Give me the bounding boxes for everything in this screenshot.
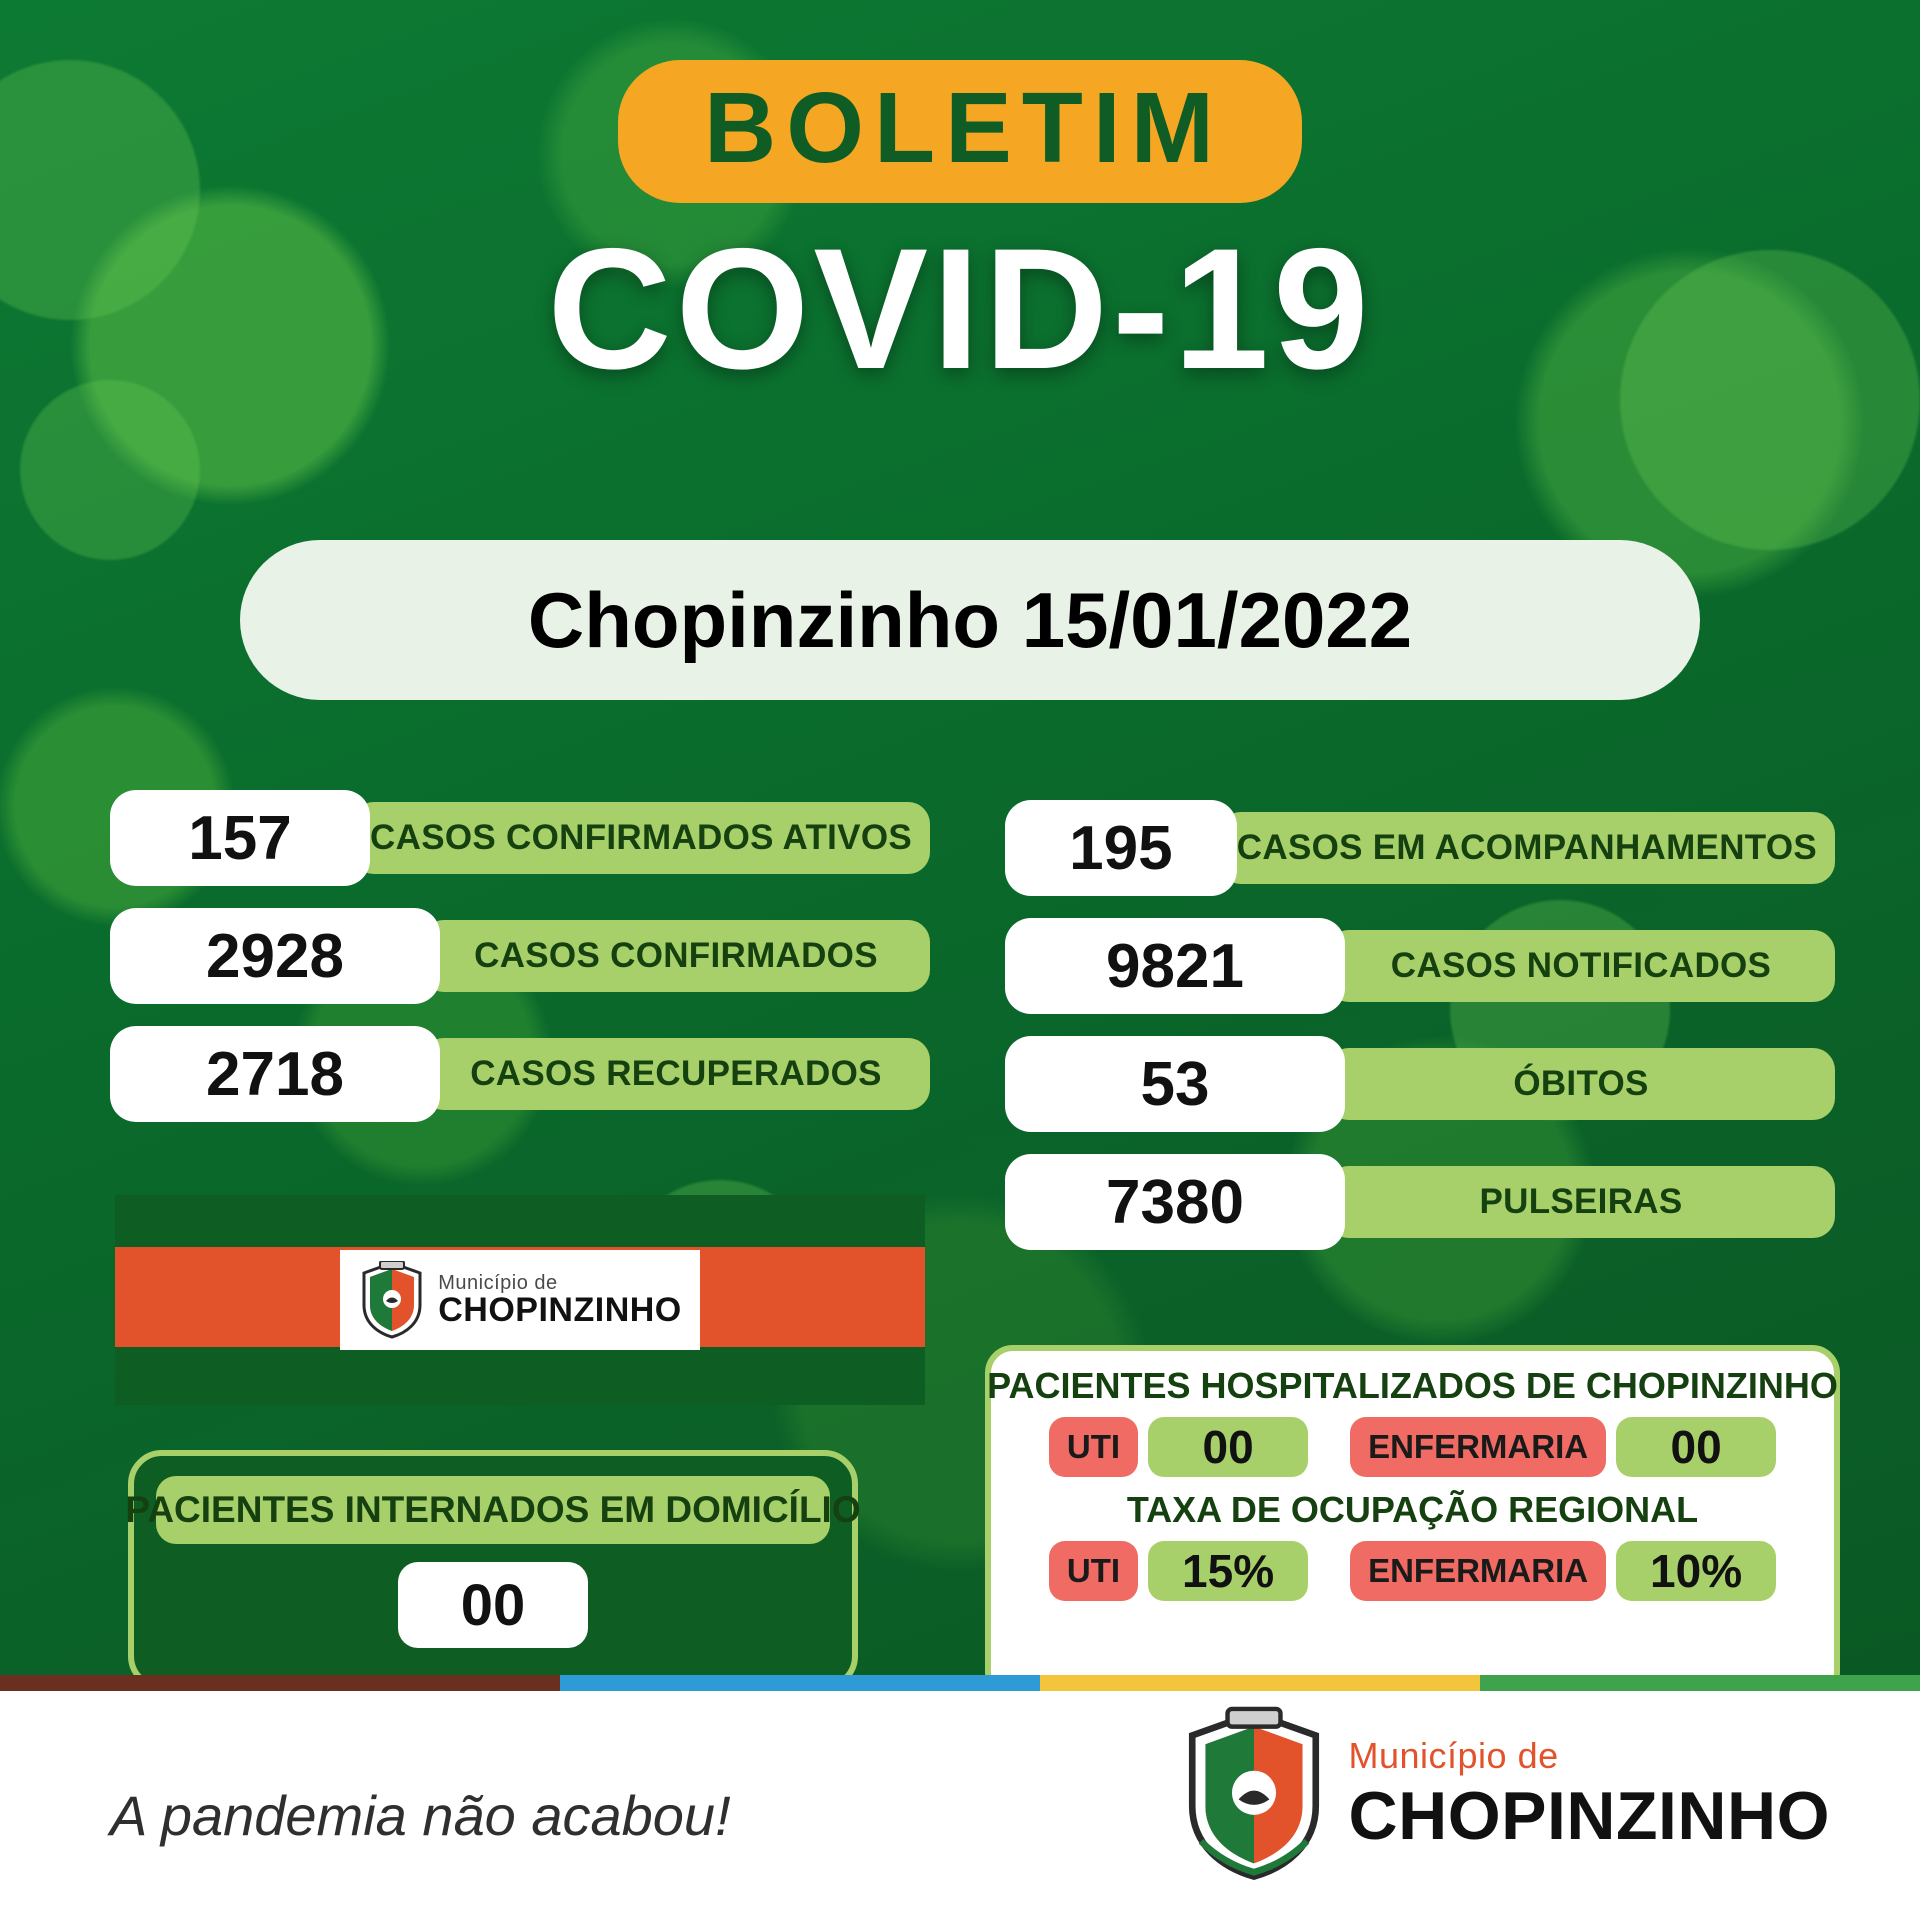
home-patients-card bbox=[125, 1450, 861, 1690]
stat-value: 53 bbox=[1005, 1036, 1345, 1132]
stat-label: CASOS CONFIRMADOS ATIVOS bbox=[352, 802, 930, 874]
footer-brand-big: CHOPINZINHO bbox=[1348, 1778, 1830, 1854]
stat-value: 7380 bbox=[1005, 1154, 1345, 1250]
stat-row bbox=[110, 1026, 930, 1122]
footer-brand-text bbox=[1349, 1735, 1831, 1855]
enfermaria-label: ENFERMARIA bbox=[1350, 1417, 1606, 1477]
coat-of-arms-icon bbox=[1179, 1705, 1329, 1885]
brand-text bbox=[438, 1273, 682, 1327]
stat-label: CASOS CONFIRMADOS bbox=[422, 920, 930, 992]
stat-row bbox=[1005, 1036, 1835, 1132]
city-date-banner: Chopinzinho 15/01/2022 bbox=[240, 540, 1700, 700]
occupancy-enfermaria-label: ENFERMARIA bbox=[1350, 1541, 1606, 1601]
stats-column-right bbox=[1005, 800, 1835, 1250]
bulletin-badge-wrap bbox=[0, 60, 1920, 203]
stripe-brown bbox=[0, 1675, 560, 1691]
hospital-title: PACIENTES HOSPITALIZADOS DE CHOPINZINHO bbox=[987, 1365, 1838, 1406]
stripe-green bbox=[1480, 1675, 1920, 1691]
stripe-yellow bbox=[1040, 1675, 1480, 1691]
uti-value: 00 bbox=[1148, 1417, 1308, 1477]
stat-value: 195 bbox=[1005, 800, 1237, 896]
stat-label: CASOS NOTIFICADOS bbox=[1327, 930, 1835, 1002]
footer-brand-small: Município de bbox=[1348, 1735, 1559, 1776]
occupancy-uti-value: 15% bbox=[1148, 1541, 1308, 1601]
stat-row bbox=[110, 790, 930, 886]
stat-label: CASOS EM ACOMPANHAMENTOS bbox=[1219, 812, 1835, 884]
stat-value: 157 bbox=[110, 790, 370, 886]
footer-brand bbox=[1179, 1705, 1831, 1885]
brand-small-label: Município de bbox=[438, 1272, 558, 1294]
home-patients-label: PACIENTES INTERNADOS EM DOMICÍLIO bbox=[156, 1476, 830, 1544]
occupancy-title: TAXA DE OCUPAÇÃO REGIONAL bbox=[1126, 1489, 1699, 1530]
uti-label: UTI bbox=[1049, 1417, 1138, 1477]
brand-strip bbox=[115, 1195, 925, 1405]
hospital-beds-row bbox=[1049, 1417, 1776, 1477]
footer-slogan: A pandemia não acabou! bbox=[110, 1784, 731, 1847]
home-patients-value: 00 bbox=[398, 1562, 588, 1648]
bulletin-badge: BOLETIM bbox=[618, 60, 1302, 203]
stat-label: ÓBITOS bbox=[1327, 1048, 1835, 1120]
footer bbox=[0, 1675, 1920, 1920]
stat-value: 2928 bbox=[110, 908, 440, 1004]
brand-logo-box bbox=[340, 1250, 700, 1350]
footer-color-stripes bbox=[0, 1675, 1920, 1691]
stats-column-left bbox=[110, 790, 930, 1122]
stat-row bbox=[1005, 1154, 1835, 1250]
stat-label: CASOS RECUPERADOS bbox=[422, 1038, 930, 1110]
stat-row bbox=[1005, 918, 1835, 1014]
stat-row bbox=[110, 908, 930, 1004]
stat-row bbox=[1005, 800, 1835, 896]
stripe-blue bbox=[560, 1675, 1040, 1691]
occupancy-row bbox=[1049, 1541, 1776, 1601]
stat-value: 9821 bbox=[1005, 918, 1345, 1014]
coat-of-arms-icon bbox=[358, 1261, 426, 1339]
enfermaria-value: 00 bbox=[1616, 1417, 1776, 1477]
stat-value: 2718 bbox=[110, 1026, 440, 1122]
occupancy-uti-label: UTI bbox=[1049, 1541, 1138, 1601]
stat-label: PULSEIRAS bbox=[1327, 1166, 1835, 1238]
hospital-card bbox=[985, 1345, 1840, 1700]
occupancy-enfermaria-value: 10% bbox=[1616, 1541, 1776, 1601]
brand-big-label: CHOPINZINHO bbox=[438, 1291, 682, 1329]
page-title: COVID-19 bbox=[547, 213, 1373, 405]
